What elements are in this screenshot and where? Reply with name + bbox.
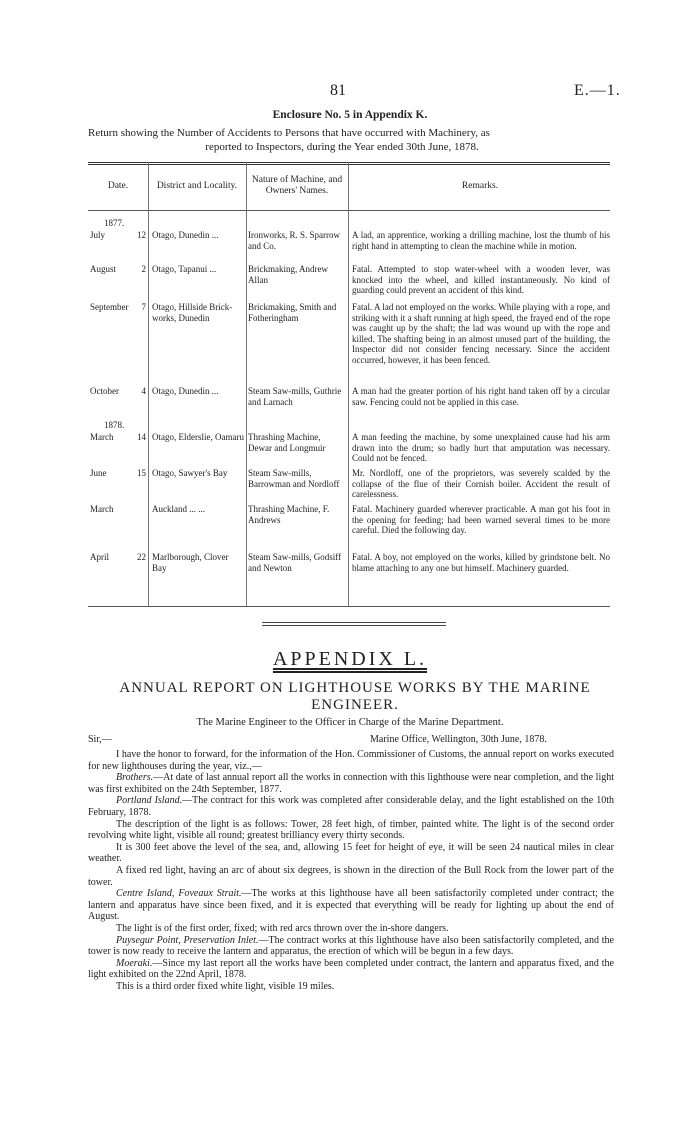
row-month: August [90,264,117,274]
paragraph: Centre Island, Foveaux Strait.—The works at this lighthouse have all been satisfactorily completed under contract; the lantern and apparatus have since been fixed, and it is expected that everything will be ready for lighting up about the end of August. [88,888,614,923]
header-remarks: Remarks. [461,180,499,191]
paragraph: Brothers.—At date of last annual report all the works in connection with this lighthouse were near completion, and the light was first exhibited on the 24th September, 1877. [88,772,614,795]
row-month: June [90,468,107,478]
row-day: 14 [137,432,146,442]
paragraph: A fixed red light, having an arc of about six degrees, is shown in the direction of the Bull Rock from the lower part of the tower. [88,864,614,888]
row-month: October [90,386,119,396]
row-machine: Steam Saw-mills, Guthrie and Larnach [248,386,342,407]
return-title-line-2: reported to Inspectors, during the Year ended 30th June, 1878. [205,141,479,153]
enclosure-heading: Enclosure No. 5 in Appendix K. [272,109,428,121]
paragraph: Moeraki.—Since my last report all the works have been completed under contract, the lantern and apparatus fixed, and the light exhibited on the 22nd April, 1878. [88,957,614,981]
row-remarks: Fatal. Attempted to stop water-wheel with a wooden lever, was knocked into the wheel, and killed instantaneously. No kind of guarding could prevent an accident of this kind. [352,264,610,296]
row-day: 15 [137,468,146,478]
paragraph: The light is of the first order, fixed; with red arcs thrown over the in-shore dangers. [116,922,449,934]
paragraph-lead: Centre Island, Foveaux Strait. [116,888,242,900]
report-title: ANNUAL REPORT ON LIGHTHOUSE WORKS BY THE MARINE ENGINEER. [119,680,591,713]
paragraph-lead: Moeraki. [116,957,153,969]
row-remarks: Fatal. A lad not employed on the works. While playing with a rope, and striking with it a shaft running at high speed, the frayed end of the rope was caught up by the shaft; the lad was wound up with the rope and killed. The shafting being in an almost unused part of the building, the Inspector did not consider fencing necessary. Since the accident occurred, however, it has been fenced. [352,302,610,365]
row-machine: Steam Saw-mills, Godsiff and Newton [248,552,342,573]
row-locality: Otago, Hillside Brick-works, Dunedin [152,302,233,323]
header-district: District and Locality. [156,180,238,191]
row-month: March [90,432,114,442]
row-remarks: A lad, an apprentice, working a drilling machine, lost the thumb of his right hand in attempting to clean the machine while in motion. [352,230,610,251]
paragraph-lead: Puysegur Point, Preservation Inlet. [116,934,259,946]
paragraph-lead: Portland Island. [116,795,183,807]
row-remarks: Fatal. Machinery guarded wherever practicable. A man got his foot in the opening for feeding; had been warned several times to be more careful. Died the following day. [352,504,610,536]
row-locality: Auckland ... ... [152,504,205,514]
row-locality: Otago, Dunedin ... [152,386,219,396]
row-remarks: A man feeding the machine, by some unexplained cause had his arm drawn into the drum; so badly hurt that amputation was necessary. Could not be fenced. [352,432,610,464]
year-label: 1877. [104,218,125,228]
row-day: 4 [141,386,146,396]
column-divider [148,162,149,606]
row-month: March [90,504,114,514]
paragraph: Puysegur Point, Preservation Inlet.—The contract works at this lighthouse have also been satisfactorily completed, and the tower is now ready to receive the lantern and apparatus, the erection of which will be begun in a few days. [88,934,614,958]
paragraph: This is a third order fixed white light, visible 19 miles. [116,980,335,992]
dateline: Marine Office, Wellington, 30th June, 1878. [370,734,547,745]
row-day: 2 [141,264,146,274]
row-machine: Steam Saw-mills, Barrowman and Nordloff [248,468,340,489]
row-locality: Otago, Elderslie, Oamaru [152,432,244,442]
salutation: Sir,— [88,734,112,745]
year-label: 1878. [104,420,125,430]
row-day: 22 [137,552,146,562]
column-divider [348,162,349,606]
row-remarks: Mr. Nordloff, one of the proprietors, was severely scalded by the collapse of the flue of their Cornish boiler. Accident the result of carelessness. [352,468,610,500]
row-month: April [90,552,109,562]
paragraph: It is 300 feet above the level of the sea, and, allowing 15 feet for height of eye, it will be seen 24 nautical miles in clear weather. [88,841,614,865]
header-date: Date. [107,180,129,191]
row-remarks: Fatal. A boy, not employed on the works, killed by grindstone belt. No blame attaching to any one but himself. Machinery guarded. [352,552,610,573]
row-machine: Brickmaking, Andrew Allan [248,264,328,285]
header-machine: Nature of Machine, and Owners' Names. [251,175,343,196]
report-body [88,749,614,992]
row-machine: Ironworks, R. S. Sparrow and Co. [248,230,340,251]
section-divider [262,625,446,626]
row-month: September [90,302,129,312]
row-machine: Thrashing Machine, F. Andrews [248,504,330,525]
row-day: 12 [137,230,146,240]
row-remarks: A man had the greater portion of his right hand taken off by a circular saw. Fencing could not be applied in this case. [352,386,610,407]
table-bottom-rule [88,606,610,607]
row-machine: Thrashing Machine, Dewar and Longmuir [248,432,326,453]
row-locality: Otago, Dunedin ... [152,230,219,240]
page-number: 81 [330,82,346,99]
paragraph: The description of the light is as follows: Tower, 28 feet high, of timber, painted white. The light is of the second order revolving white light, visible all round; greatest brilliancy every thirty seconds. [88,818,614,842]
paragraph: I have the honor to forward, for the information of the Hon. Commissioner of Customs, the annual report on works executed for new lighthouses during the year, viz.,— [88,749,614,772]
row-day: 7 [141,302,146,312]
row-month: July [90,230,106,240]
row-locality: Otago, Tapanui ... [152,264,217,274]
header-rule [88,210,610,211]
row-machine: Brickmaking, Smith and Fotheringham [248,302,337,323]
column-divider [246,162,247,606]
return-title [88,126,616,154]
row-locality: Otago, Sawyer's Bay [152,468,228,478]
appendix-heading: APPENDIX L. [272,648,428,670]
paragraph-lead: Brothers. [116,772,154,784]
row-locality: Marlborough, Clover Bay [152,552,229,573]
paragraph: Portland Island.—The contract for this work was completed after considerable delay, and the light established on the 10th February, 1878. [88,795,614,818]
section-divider [262,622,446,623]
salutation-line [88,734,614,746]
report-addressed-line: The Marine Engineer to the Officer in Charge of the Marine Department. [196,717,504,728]
return-title-line-1: Return showing the Number of Accidents to Persons that have occurred with Machinery, as [88,127,490,139]
page-code: E.—1. [574,82,621,99]
